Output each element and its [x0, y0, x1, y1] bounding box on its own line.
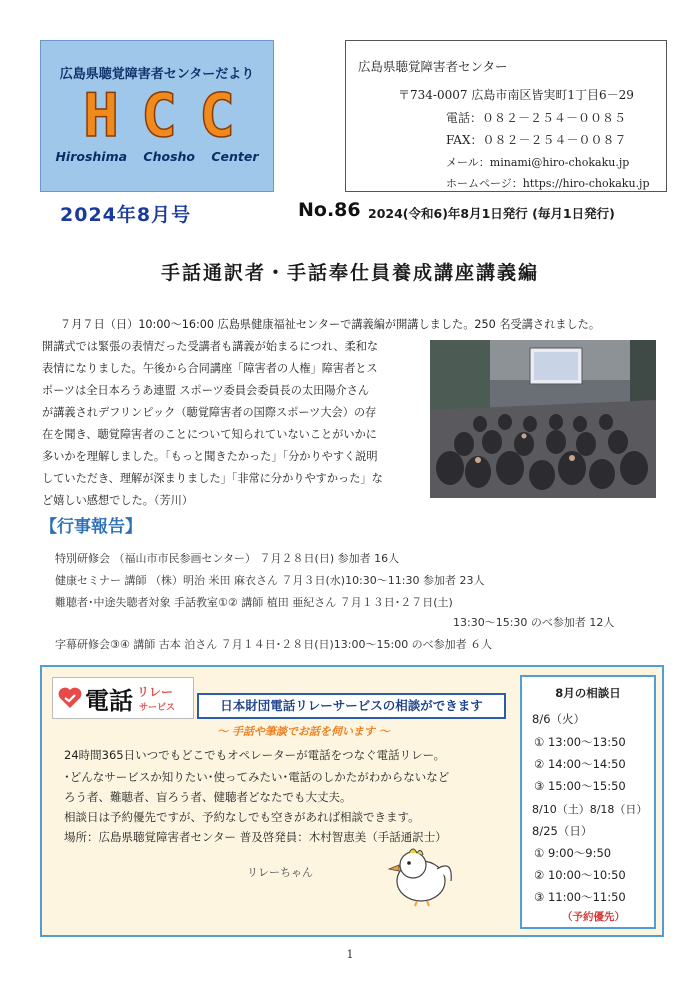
masthead-logo — [40, 40, 274, 192]
hcc-letters — [41, 81, 273, 151]
reservation-note: （予約優先） — [562, 911, 625, 923]
email[interactable]: メール：minami@hiro-chokaku.jp — [446, 156, 630, 169]
event-line: 難聴者･中途失聴者対象 手話教室①② 講師 植田 亜紀さん ７月１３日･２７日(土) — [55, 596, 453, 609]
schedule-title: 8月の相談日 — [555, 686, 621, 700]
relay-logo-text: 電話 — [85, 687, 133, 715]
heart-icon — [57, 686, 83, 710]
masthead-subtitle: 広島県聴覚障害者センターだより — [59, 67, 255, 82]
logo-letter-h: H — [83, 81, 120, 151]
article-line: 多いかを理解しました。「もっと聞きたかった」「分かりやすく説明 — [42, 450, 378, 463]
mascot-label: リレーちゃん — [247, 866, 313, 879]
event-line: 健康セミナー 講師 （株）明治 米田 麻衣さん ７月３日(水)10:30～11:30 参加者 23人 — [55, 574, 485, 587]
schedule-slot: ③ 11:00～11:50 — [534, 890, 626, 904]
relay-title: 日本財団電話リレーサービスの相談ができます — [197, 693, 506, 719]
fax: FAX：０８２－２５４－００８７ — [446, 133, 627, 147]
article-headline: 手話通訳者・手話奉仕員養成講座講義編 — [160, 262, 539, 284]
relay-line: 場所：広島県聴覚障害者センター 普及啓発員：木村智恵美（手話通訳士） — [64, 830, 447, 844]
schedule-day: 8/10（土）8/18（日） — [532, 803, 648, 816]
relay-service-box — [40, 665, 664, 937]
logo-letter-c2: C — [199, 81, 236, 151]
event-line: 字幕研修会③④ 講師 古本 泊さん ７月１４日･２８日(日)13:00～15:00 のべ参加者 ６人 — [55, 638, 493, 651]
consultation-schedule — [520, 675, 656, 929]
homepage[interactable]: ホームページ：https://hiro-chokaku.jp — [446, 177, 650, 190]
schedule-slot: ② 14:00～14:50 — [534, 757, 626, 771]
relay-line: 相談日は予約優先ですが、予約なしでも空きがあれば相談できます。 — [64, 810, 420, 824]
issue-month: 2024年8月号 — [60, 204, 192, 226]
relay-subtitle: ～ 手話や筆談でお話を伺います ～ — [217, 725, 390, 738]
phone: 電話：０８２－２５４－００８５ — [446, 111, 627, 125]
relay-line: ろう者、難聴者、盲ろう者、健聴者どなたでも大丈夫。 — [64, 790, 352, 804]
org-name: 広島県聴覚障害者センター — [358, 59, 508, 74]
issue-date: 2024(令和6)年8月1日発行 (毎月1日発行) — [368, 206, 615, 221]
article-line: ど嬉しい感想でした。（芳川） — [42, 494, 194, 507]
page-number: 1 — [346, 948, 354, 961]
mascot-bird-icon — [387, 845, 457, 907]
relay-logo-service: サービス — [139, 703, 176, 713]
schedule-slot: ② 10:00～10:50 — [534, 868, 626, 882]
lecture-photo — [430, 340, 656, 498]
schedule-slot: ① 9:00～9:50 — [534, 846, 612, 860]
schedule-slot: ① 13:00～13:50 — [534, 735, 626, 749]
article-line: していただき、理解が深まりました」「非常に分かりやすかった」な — [42, 472, 383, 485]
logo-letter-c1: C — [141, 81, 178, 151]
relay-line: ･どんなサービスか知りたい･使ってみたい･電話のしかたがわからないなど — [64, 770, 450, 784]
article-line: 在を聞き、聴覚障害者のことについて知られていないことがいかに — [42, 428, 377, 441]
events-heading: 【行事報告】 — [40, 517, 142, 537]
masthead-english: Hiroshima Chosho Center — [55, 149, 259, 164]
schedule-day: 8/25（日） — [532, 824, 593, 838]
issue-number: No.86 — [298, 199, 361, 221]
article-line: 開講式では緊張の表情だった受講者も講義が始まるにつれ、柔和な — [42, 340, 379, 353]
relay-logo — [52, 677, 194, 719]
article-line: ポーツは全日本ろうあ連盟 スポーツ委員会委員長の太田陽介さん — [42, 384, 370, 397]
address: 〒734-0007 広島市南区皆実町1丁目6－29 — [398, 88, 634, 102]
event-line: 13:30～15:30 のべ参加者 12人 — [453, 616, 615, 629]
relay-logo-small: リレー — [137, 685, 174, 699]
article-line: 表情になりました。午後から合同講座「障害者の人権」障害者とス — [42, 362, 378, 375]
article-line: が講義されデフリンピック（聴覚障害者の国際スポーツ大会）の存 — [42, 406, 377, 419]
relay-line: 24時間365日いつでもどこでもオペレーターが電話をつなぐ電話リレー。 — [64, 748, 446, 762]
schedule-slot: ③ 15:00～15:50 — [534, 779, 626, 793]
event-line: 特別研修会 （福山市市民参画センター） ７月２８日(日) 参加者 16人 — [55, 552, 400, 565]
article-line: ７月７日（日）10:00～16:00 広島県健康福祉センターで講義編が開講しました。250 名受講されました。 — [60, 318, 601, 331]
schedule-day: 8/6（火） — [532, 712, 586, 726]
contact-box — [345, 40, 667, 192]
